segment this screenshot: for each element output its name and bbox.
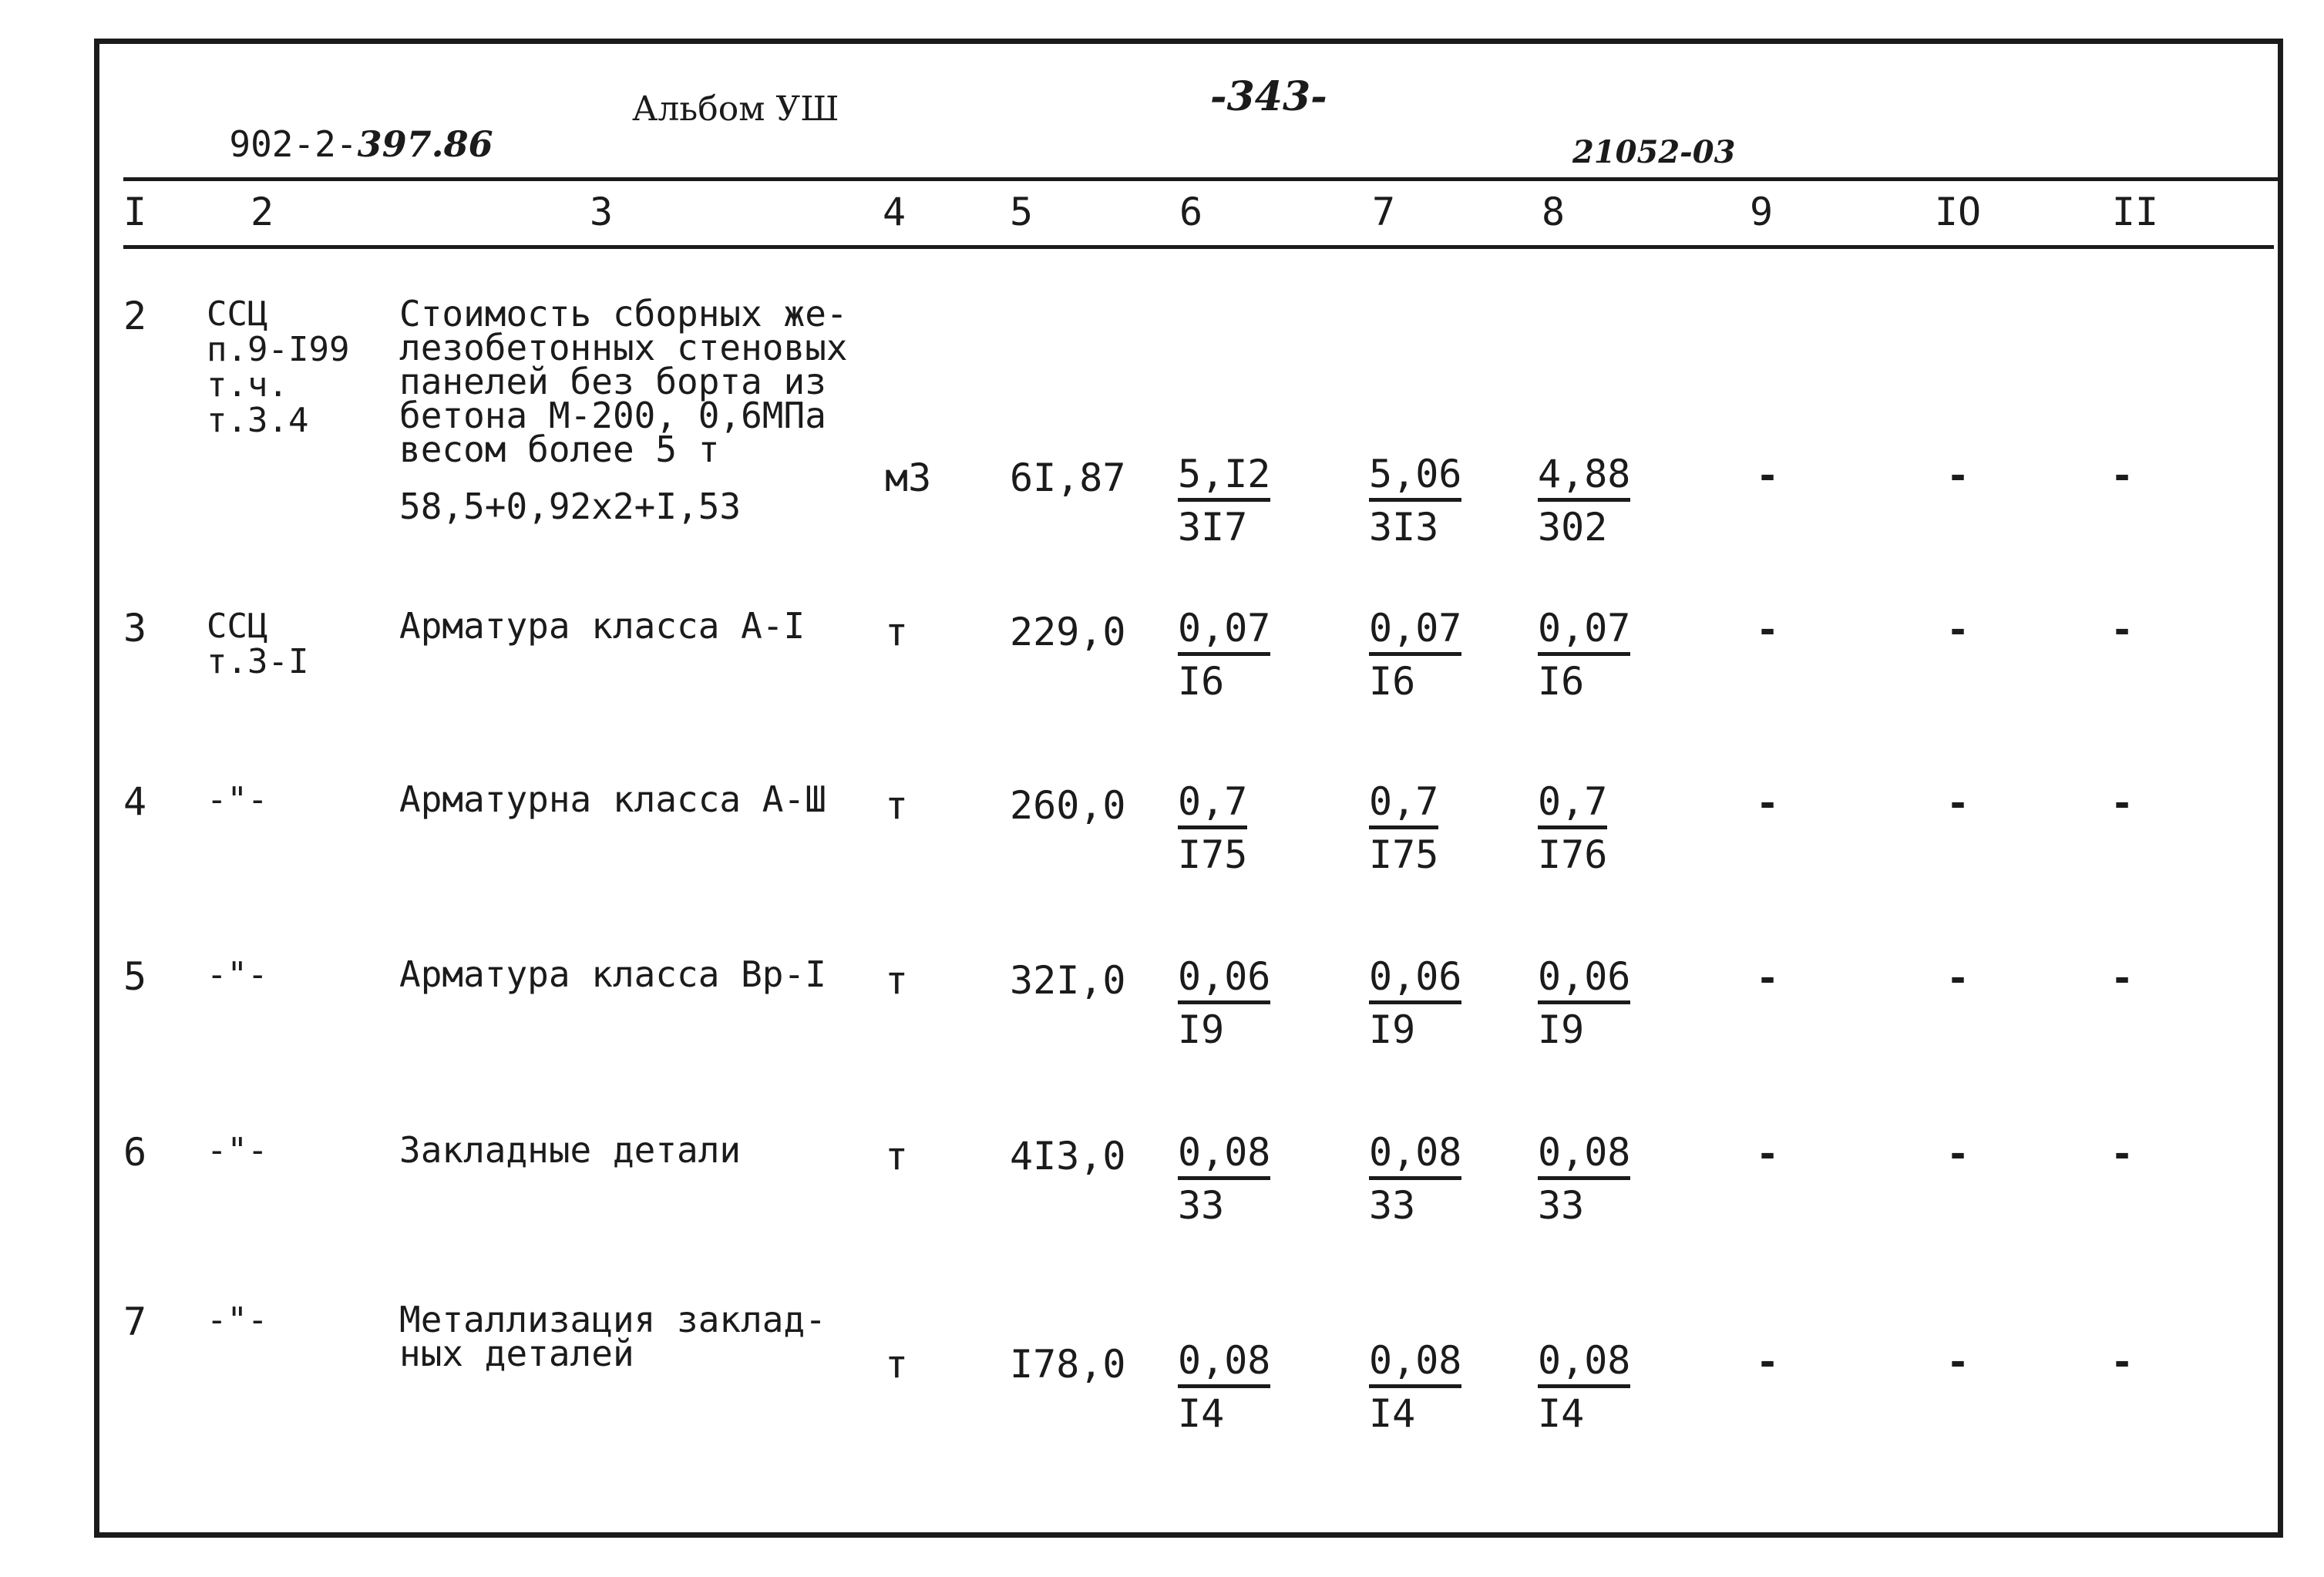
row-number: 2 [123, 294, 147, 338]
fraction-c6 [1178, 1338, 1293, 1436]
row-number: 4 [123, 779, 147, 824]
fraction-numerator: 0,06 [1369, 957, 1461, 1004]
fraction-denominator: I6 [1538, 659, 1585, 704]
fraction-c7 [1369, 452, 1485, 550]
fraction-numerator: 0,08 [1538, 1341, 1630, 1388]
dash-c9: - [1756, 956, 1780, 1000]
fraction-numerator: 0,06 [1178, 957, 1270, 1004]
column-header-1: I [123, 190, 147, 234]
fraction-numerator: 0,07 [1538, 609, 1630, 656]
fraction-denominator: I4 [1178, 1391, 1225, 1436]
fraction-numerator: 0,08 [1369, 1341, 1461, 1388]
dash-c10: - [1946, 781, 1970, 825]
fraction-c6 [1178, 452, 1293, 550]
row-unit: т [885, 1342, 909, 1387]
fraction-denominator: 33 [1538, 1183, 1585, 1228]
dash-c10: - [1946, 607, 1970, 652]
fraction-c8 [1538, 1130, 1653, 1228]
fraction-c8 [1538, 606, 1653, 704]
column-header-11: II [2111, 190, 2159, 234]
header-rule-top [123, 177, 2282, 181]
row-price: I78,0 [1010, 1342, 1126, 1387]
fraction-denominator: I9 [1178, 1007, 1225, 1052]
fraction-denominator: 33 [1178, 1183, 1225, 1228]
fraction-denominator: I76 [1538, 832, 1608, 877]
row-description: Арматура класса Вр-I [399, 953, 826, 995]
dash-c9: - [1756, 453, 1780, 498]
fraction-c7 [1369, 1130, 1485, 1228]
fraction-denominator: 33 [1369, 1183, 1416, 1228]
row-price: 32I,0 [1010, 958, 1126, 1003]
row-price: 6I,87 [1010, 456, 1126, 500]
row-formula: 58,5+0,92х2+I,53 [399, 486, 742, 527]
fraction-numerator: 0,06 [1538, 957, 1630, 1004]
fraction-numerator: 4,88 [1538, 455, 1630, 502]
doc-number-prefix: 902-2- [229, 123, 358, 165]
row-code: -"- [207, 1300, 268, 1340]
fraction-c7 [1369, 779, 1485, 877]
dash-c9: - [1756, 1131, 1780, 1176]
fraction-denominator: I75 [1369, 832, 1439, 877]
fraction-c7 [1369, 1338, 1485, 1436]
fraction-numerator: 0,07 [1369, 609, 1461, 656]
dash-c11: - [2110, 1131, 2134, 1176]
dash-c9: - [1756, 781, 1780, 825]
dash-c11: - [2110, 956, 2134, 1000]
row-price: 229,0 [1010, 610, 1126, 654]
fraction-numerator: 0,08 [1369, 1133, 1461, 1180]
column-header-7: 7 [1371, 190, 1396, 234]
row-unit: т [885, 1134, 909, 1179]
row-code: -"- [207, 955, 268, 994]
row-description: Металлизация заклад- ных деталей [399, 1299, 826, 1374]
dash-c11: - [2110, 781, 2134, 825]
row-number: 6 [123, 1130, 147, 1175]
fraction-numerator: 0,7 [1178, 782, 1247, 829]
dash-c9: - [1756, 607, 1780, 652]
fraction-c6 [1178, 1130, 1293, 1228]
fraction-denominator: I4 [1369, 1391, 1416, 1436]
fraction-denominator: I4 [1538, 1391, 1585, 1436]
row-code: -"- [207, 780, 268, 819]
fraction-c6 [1178, 606, 1293, 704]
column-header-3: 3 [589, 190, 614, 234]
row-unit: т [885, 958, 909, 1003]
fraction-numerator: 0,08 [1178, 1341, 1270, 1388]
dash-c11: - [2110, 1340, 2134, 1384]
column-header-6: 6 [1179, 190, 1203, 234]
row-description: Закладные детали [399, 1129, 742, 1171]
fraction-c8 [1538, 1338, 1653, 1436]
row-code: ССЦ т.3-I [207, 607, 309, 681]
fraction-numerator: 5,06 [1369, 455, 1461, 502]
fraction-numerator: 0,7 [1538, 782, 1607, 829]
fraction-denominator: I6 [1178, 659, 1225, 704]
dash-c10: - [1946, 956, 1970, 1000]
page-number: -343- [1210, 73, 1327, 120]
fraction-c7 [1369, 606, 1485, 704]
column-header-5: 5 [1009, 190, 1034, 234]
dash-c9: - [1756, 1340, 1780, 1384]
row-price: 4I3,0 [1010, 1134, 1126, 1179]
fraction-c8 [1538, 452, 1653, 550]
fraction-denominator: 3I7 [1178, 505, 1248, 550]
row-description: Арматура класса А-I [399, 605, 805, 647]
fraction-denominator: I6 [1369, 659, 1416, 704]
column-header-8: 8 [1541, 190, 1566, 234]
row-unit: т [885, 610, 909, 654]
row-unit: т [885, 783, 909, 828]
row-number: 7 [123, 1300, 147, 1344]
fraction-c8 [1538, 779, 1653, 877]
doc-number [187, 91, 493, 165]
fraction-c7 [1369, 954, 1485, 1052]
row-number: 3 [123, 606, 147, 651]
stamp-number: 21052-03 [1572, 134, 1736, 170]
column-header-9: 9 [1749, 190, 1774, 234]
dash-c10: - [1946, 453, 1970, 498]
fraction-denominator: I75 [1178, 832, 1248, 877]
fraction-c8 [1538, 954, 1653, 1052]
column-header-2: 2 [250, 190, 274, 234]
fraction-numerator: 5,I2 [1178, 455, 1270, 502]
fraction-denominator: 3I3 [1369, 505, 1439, 550]
row-price: 260,0 [1010, 783, 1126, 828]
dash-c10: - [1946, 1340, 1970, 1384]
fraction-denominator: 302 [1538, 505, 1608, 550]
row-code: ССЦ п.9-I99 т.ч. т.3.4 [207, 294, 350, 440]
header-rule-bottom [123, 245, 2274, 249]
fraction-numerator: 0,7 [1369, 782, 1438, 829]
fraction-c6 [1178, 779, 1293, 877]
dash-c10: - [1946, 1131, 1970, 1176]
dash-c11: - [2110, 607, 2134, 652]
fraction-denominator: I9 [1369, 1007, 1416, 1052]
fraction-denominator: I9 [1538, 1007, 1585, 1052]
row-description: Стоимость сборных же- лезобетонных стеновых панелей без борта из бетона М-200, 0,6МПа весом более 5 т [399, 293, 848, 470]
column-header-10: IO [1934, 190, 1982, 234]
fraction-numerator: 0,07 [1178, 609, 1270, 656]
dash-c11: - [2110, 453, 2134, 498]
album-label: Альбом УШ [632, 89, 839, 129]
row-description: Арматурна класса А-Ш [399, 778, 826, 820]
row-number: 5 [123, 954, 147, 999]
row-unit: м3 [885, 456, 932, 500]
column-header-4: 4 [882, 190, 906, 234]
fraction-numerator: 0,08 [1538, 1133, 1630, 1180]
doc-number-handwritten: 397.86 [357, 123, 493, 165]
fraction-numerator: 0,08 [1178, 1133, 1270, 1180]
row-code: -"- [207, 1131, 268, 1170]
fraction-c6 [1178, 954, 1293, 1052]
